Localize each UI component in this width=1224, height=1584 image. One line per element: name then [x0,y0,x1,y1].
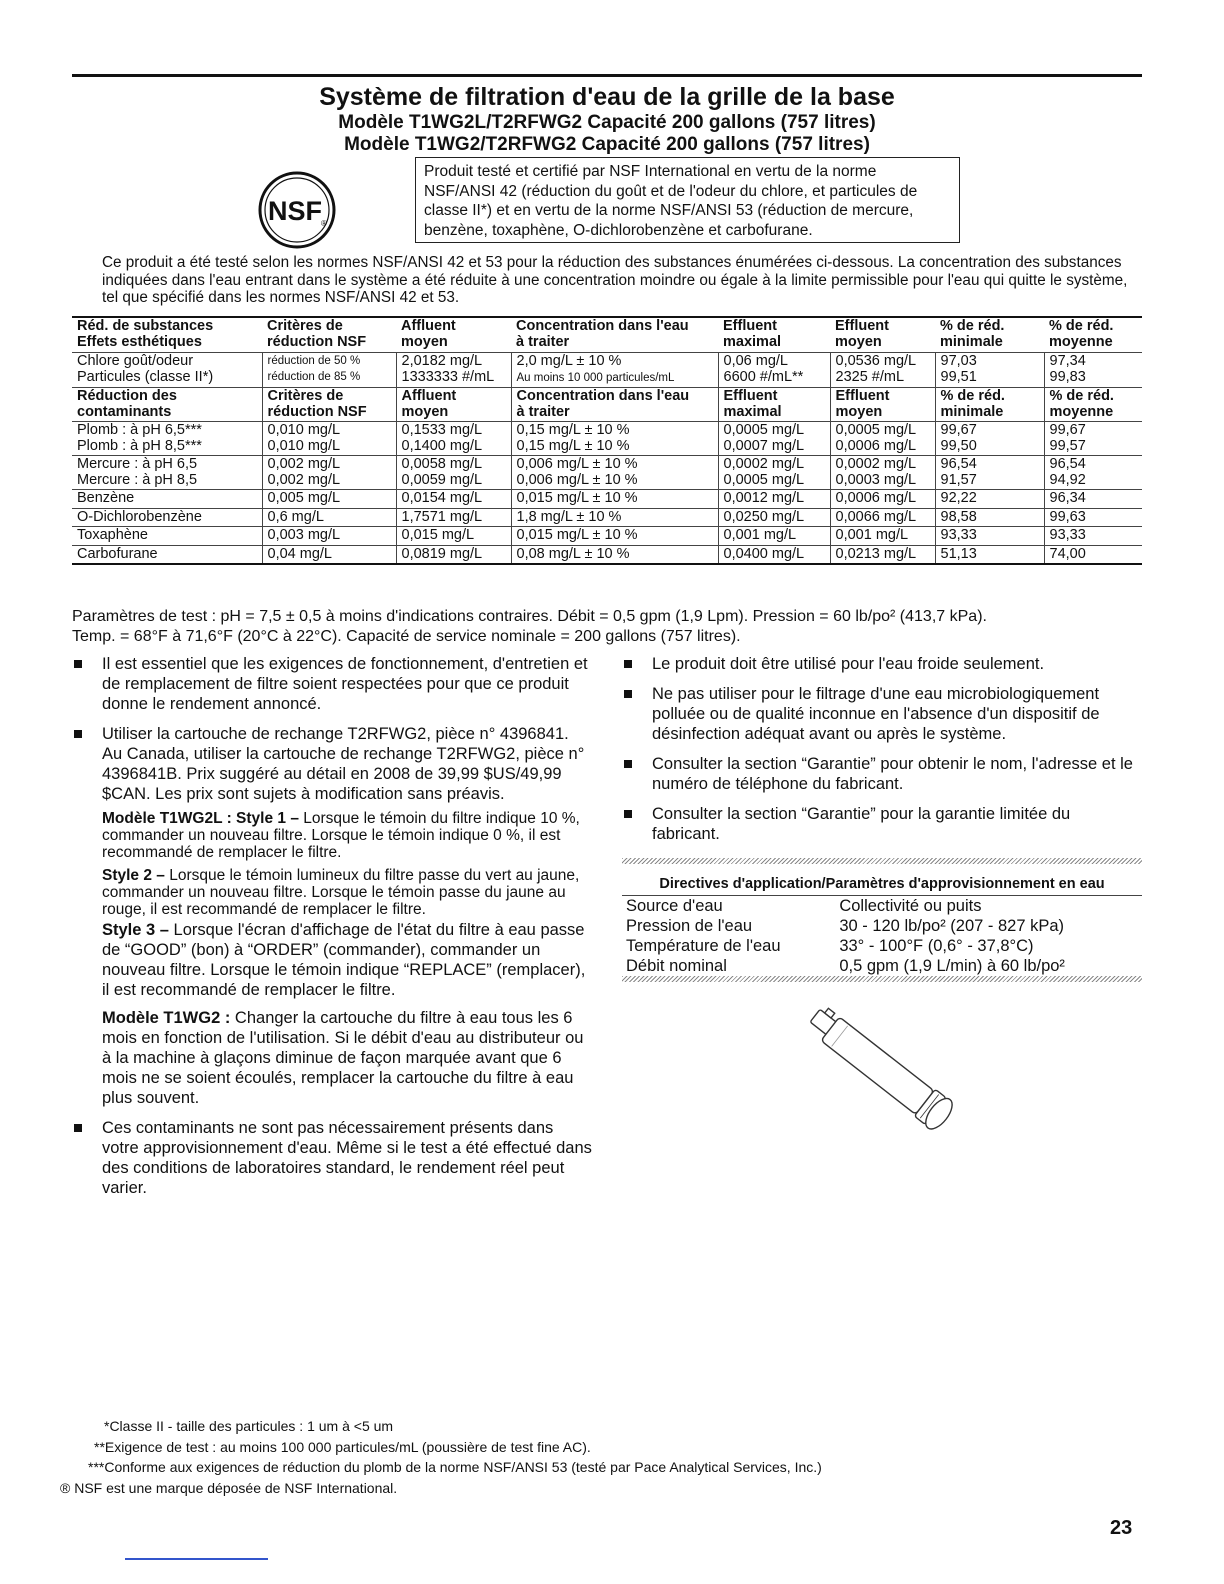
table-cell: 0,0213 mg/L [830,545,935,564]
directives-value: Collectivité ou puits [839,897,982,915]
list-item [622,654,1142,674]
column-header: % de réd. minimale [935,388,1044,422]
table-row [72,353,1142,388]
bullet-text: Ne pas utiliser pour le filtrage d'une eau microbiologiquement polluée ou de qualité inconnue en l'absence d'un dispositif de désinfection adéquat avant ou après le système. [652,685,1100,743]
table-cell: 0,0066 mg/L [830,508,935,527]
table-row [72,422,1142,456]
right-column [622,654,1142,854]
model-line-2: Modèle T1WG2/T2RFWG2 Capacité 200 gallons (757 litres) [344,134,870,155]
list-item [72,654,592,714]
table-row [622,896,1142,916]
table-cell: 0,15 mg/L ± 10 % 0,15 mg/L ± 10 % [511,422,718,456]
column-header: Concentration dans l'eau à traiter [511,317,718,353]
table-cell: 2,0 mg/L ± 10 % Au moins 10 000 particules/mL [511,353,718,388]
column-header: Effluent maximal [718,388,830,422]
column-header: Effluent moyen [830,317,935,353]
column-header: Effluent maximal [718,317,830,353]
footnote-2: **Exigence de test : au moins 100 000 particules/mL (poussière de test fine AC). [94,1438,591,1455]
bullet-square-icon [624,690,632,698]
style-1-note [102,810,592,861]
table-cell: 99,63 [1044,508,1142,527]
bullet-text: Consulter la section “Garantie” pour obtenir le nom, l'adresse et le numéro de téléphone du fabricant. [652,755,1133,793]
directives-value: 0,5 gpm (1,9 L/min) à 60 lb/po² [839,957,1065,975]
svg-text:®: ® [321,219,327,228]
table-cell: 0,006 mg/L ± 10 % 0,006 mg/L ± 10 % [511,456,718,490]
bullet-square-icon [624,810,632,818]
table-row [72,508,1142,527]
table-cell: 96,34 [1044,490,1142,509]
list-item [622,684,1142,744]
table-cell: 96,54 91,57 [935,456,1044,490]
bullet-square-icon [624,760,632,768]
table-cell: 74,00 [1044,545,1142,564]
bullet-text: Ces contaminants ne sont pas nécessairement présents dans votre approvisionnement d'eau. Même si le test a été effectué dans des conditions de laboratoires standard, le rendement réel peut varier. [102,1119,592,1197]
page-number: 23 [1110,1517,1133,1539]
style-3-text: Lorsque l'écran d'affichage de l'état du filtre à eau passe de “GOOD” (bon) à “ORDER” (commander), commander un nouveau filtre. Lorsque le témoin indique “REPLACE” (remplacer), il est recommandé de remplacer le filtre. [102,921,586,999]
table-cell: 51,13 [935,545,1044,564]
column-header: Critères de réduction NSF [262,317,396,353]
bullet-square-icon [74,1124,82,1132]
directives-title: Directives d'application/Paramètres d'approvisionnement en eau [622,864,1142,896]
table-cell: 0,1533 mg/L 0,1400 mg/L [396,422,511,456]
blue-underline [125,1558,268,1560]
column-header: % de réd. moyenne [1044,317,1142,353]
column-header: Effluent moyen [830,388,935,422]
table-cell: 0,015 mg/L [396,527,511,546]
style-1-label: Modèle T1WG2L : Style 1 – [102,810,299,827]
table-cell: 0,0819 mg/L [396,545,511,564]
directives-value: 33° - 100°F (0,6° - 37,8°C) [839,937,1034,955]
table-row [72,456,1142,490]
hatch-divider [622,976,1142,982]
model-line-1: Modèle T1WG2L/T2RFWG2 Capacité 200 gallons (757 litres) [338,112,876,133]
table-cell: Benzène [72,490,262,509]
table-cell: 0,0002 mg/L 0,0003 mg/L [830,456,935,490]
column-header: % de réd. minimale [935,317,1044,353]
table-cell: 98,58 [935,508,1044,527]
test-parameters [72,607,1142,647]
bullet-square-icon [74,730,82,738]
table-cell: 0,001 mg/L [830,527,935,546]
style-2-text: Lorsque le témoin lumineux du filtre passe du vert au jaune, commander un nouveau filtre. Lorsque le témoin passe du jaune au rouge, il est recommandé de remplacer le filtre. [102,867,580,918]
bullet-text: Consulter la section “Garantie” pour la garantie limitée du fabricant. [652,805,1071,843]
performance-table [72,316,1142,565]
style-1-text: Lorsque le témoin du filtre indique 10 %, commander un nouveau filtre. Lorsque le témoin indique 0 %, il est recommandé de remplacer le filtre. [102,810,580,861]
table-cell: 0,0006 mg/L [830,490,935,509]
table-row [622,956,1142,976]
table-cell: 0,0012 mg/L [718,490,830,509]
table-cell: 0,0536 mg/L 2325 #/mL [830,353,935,388]
test-params-line-2: Temp. = 68°F à 71,6°F (20°C à 22°C). Capacité de service nominale = 200 gallons (757 litres). [72,628,741,645]
table-cell: Plomb : à pH 6,5*** Plomb : à pH 8,5*** [72,422,262,456]
bullet-text: Le produit doit être utilisé pour l'eau froide seulement. [652,655,1045,673]
list-item [72,724,592,1108]
list-item [622,754,1142,794]
t1wg2-text: Changer la cartouche du filtre à eau tous les 6 mois en fonction de l'utilisation. Si le débit d'eau au distributeur ou à la machine à glaçons diminue de façon marquée avant que 6 mois ne se soient écoulés, remplacer la cartouche du filtre à eau plus souvent. [102,1009,584,1107]
table-cell: 99,67 99,50 [935,422,1044,456]
table-cell: 0,06 mg/L 6600 #/mL** [718,353,830,388]
table-cell: 1,8 mg/L ± 10 % [511,508,718,527]
table-header-row [72,317,1142,353]
table-cell: réduction de 50 % réduction de 85 % [262,353,396,388]
table-cell: O-Dichlorobenzène [72,508,262,527]
footnotes [60,1416,1140,1498]
footnote-4: ® NSF est une marque déposée de NSF International. [60,1479,398,1496]
t1wg2-note [102,1008,592,1108]
certification-box: Produit testé et certifié par NSF International en vertu de la norme NSF/ANSI 42 (réduction du goût et de l'odeur du chlore, et particules de classe II*) et en vertu de la norme NSF/ANSI 53 (réduction de mercure, benzène, toxaphène, O-dichlorobenzène et carbofurane. [415,157,960,243]
table-cell-note: Au moins 10 000 particules/mL [516,371,675,384]
table-cell: 0,015 mg/L ± 10 % [511,490,718,509]
table-cell: 0,0154 mg/L [396,490,511,509]
style-2-label: Style 2 – [102,867,165,884]
table-row [72,527,1142,546]
bullet-text: Utiliser la cartouche de rechange T2RFWG2, pièce n° 4396841. Au Canada, utiliser la cartouche de rechange T2RFWG2, pièce n° 4396841B. Prix suggéré au détail en 2008 de 39,99 $US/49,99 $CAN. Les prix sont sujets à modification sans préavis. [102,725,585,803]
column-header: Réd. de substances Effets esthétiques [72,317,262,353]
table-cell: 0,0005 mg/L 0,0007 mg/L [718,422,830,456]
bullet-square-icon [624,660,632,668]
table-cell: 93,33 [1044,527,1142,546]
table-cell: 97,03 99,51 [935,353,1044,388]
table-cell: 0,6 mg/L [262,508,396,527]
directives-value: 30 - 120 lb/po² (207 - 827 kPa) [839,917,1065,935]
table-cell: 97,34 99,83 [1044,353,1142,388]
directives-label: Température de l'eau [626,937,781,955]
table-row [622,936,1142,956]
intro-paragraph: Ce produit a été testé selon les normes NSF/ANSI 42 et 53 pour la réduction des substances énumérées ci-dessous. La concentration des substances indiquées dans l'eau entrant dans le système a été réduite à une concentration moindre ou égale à la limite permissible pour l'eau qui quitte le système, tel que spécifié dans les normes NSF/ANSI 42 et 53. [102,254,1128,306]
table-row [72,545,1142,564]
t1wg2-label: Modèle T1WG2 : [102,1009,231,1027]
directives-label: Débit nominal [626,957,727,975]
page-title: Système de filtration d'eau de la grille de la base [319,83,895,111]
list-item [72,1118,592,1198]
table-cell: 0,005 mg/L [262,490,396,509]
table-cell: 96,54 94,92 [1044,456,1142,490]
table-cell: 0,0002 mg/L 0,0005 mg/L [718,456,830,490]
nsf-logo-text: NSF [268,196,322,226]
water-filter-cartridge-illustration [788,995,978,1145]
table-row [622,916,1142,936]
style-3-note [102,920,592,1000]
directives-label: Pression de l'eau [626,917,753,935]
table-cell: 93,33 [935,527,1044,546]
style-3-label: Style 3 – [102,921,169,939]
table-cell: 99,67 99,57 [1044,422,1142,456]
table-cell: Mercure : à pH 6,5 Mercure : à pH 8,5 [72,456,262,490]
bullet-text: Il est essentiel que les exigences de fonctionnement, d'entretien et de remplacement de filtre soient respectées pour que ce produit donne le rendement annoncé. [102,655,588,713]
table-cell: 2,0182 mg/L 1333333 #/mL [396,353,511,388]
list-item [622,804,1142,844]
table-cell: 0,0005 mg/L 0,0006 mg/L [830,422,935,456]
title-block [72,82,1142,156]
table-cell: Carbofurane [72,545,262,564]
test-params-line-1: Paramètres de test : pH = 7,5 ± 0,5 à moins d'indications contraires. Débit = 0,5 gpm (1,9 Lpm). Pression = 60 lb/po² (413,7 kPa). [72,608,987,625]
table-cell: Toxaphène [72,527,262,546]
left-column [72,654,592,1208]
table-cell: 0,002 mg/L 0,002 mg/L [262,456,396,490]
bullet-square-icon [74,660,82,668]
directives-table [622,896,1142,976]
column-header: Réduction des contaminants [72,388,262,422]
column-header: Affluent moyen [396,388,511,422]
directives-label: Source d'eau [626,897,723,915]
table-cell: 0,010 mg/L 0,010 mg/L [262,422,396,456]
style-2-note [102,867,592,918]
column-header: Concentration dans l'eau à traiter [511,388,718,422]
table-cell: 0,001 mg/L [718,527,830,546]
directives-box [622,858,1142,982]
table-cell: 0,0058 mg/L 0,0059 mg/L [396,456,511,490]
table-cell: 1,7571 mg/L [396,508,511,527]
table-cell: 92,22 [935,490,1044,509]
column-header: % de réd. moyenne [1044,388,1142,422]
table-cell: 0,015 mg/L ± 10 % [511,527,718,546]
table-cell: 0,04 mg/L [262,545,396,564]
table-cell: 0,08 mg/L ± 10 % [511,545,718,564]
column-header: Critères de réduction NSF [262,388,396,422]
column-header: Affluent moyen [396,317,511,353]
table-cell: 0,0400 mg/L [718,545,830,564]
nsf-logo-icon [257,170,337,250]
table-subheader-row [72,388,1142,422]
top-rule [72,74,1142,77]
footnote-3: ***Conforme aux exigences de réduction du plomb de la norme NSF/ANSI 53 (testé par Pace Analytical Services, Inc.) [88,1459,822,1475]
footnote-1: *Classe II - taille des particules : 1 um à <5 um [104,1418,394,1434]
table-row [72,490,1142,509]
table-cell: 0,003 mg/L [262,527,396,546]
table-cell: 0,0250 mg/L [718,508,830,527]
table-cell: Chlore goût/odeur Particules (classe II*) [72,353,262,388]
